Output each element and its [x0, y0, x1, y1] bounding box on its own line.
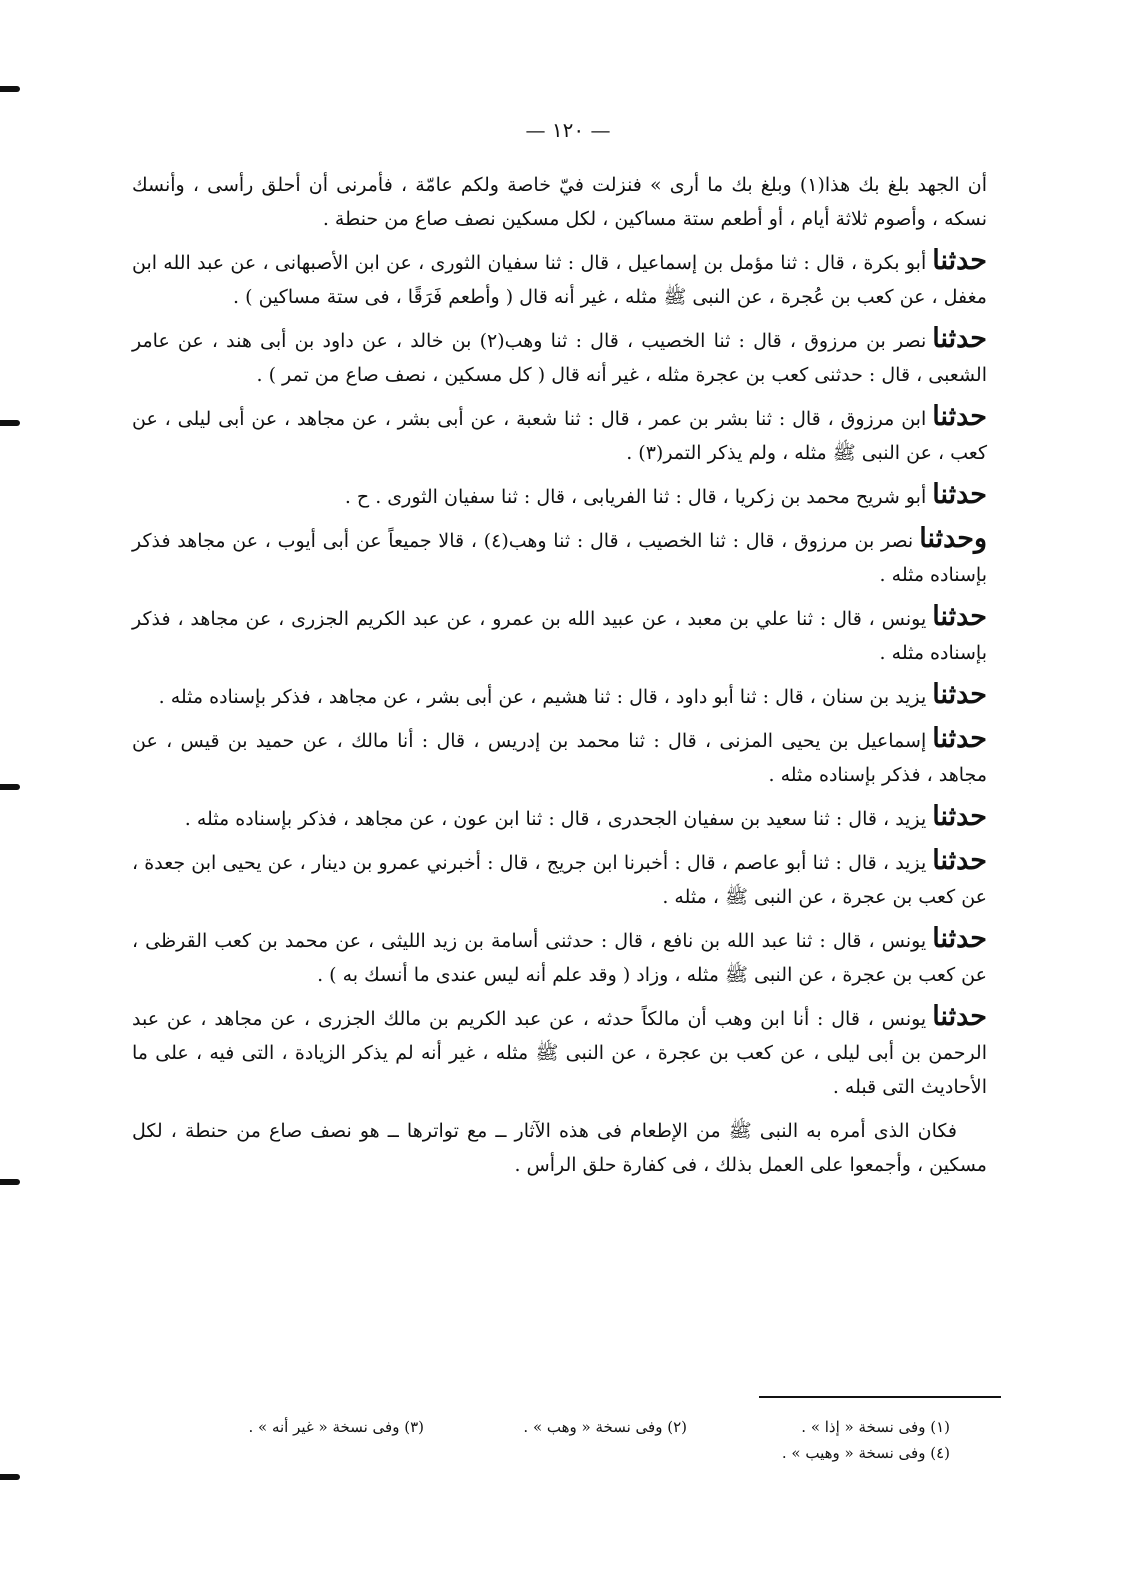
hadith-keyword: حدثنا — [932, 245, 987, 276]
hadith-paragraph — [132, 322, 987, 392]
hadith-text: يونس ، قال : ثنا علي بن معبد ، عن عبيد الله بن عمرو ، عن عبد الكريم الجزرى ، عن مجاهد ، فذكر بإسناده مثله . — [132, 608, 987, 664]
paragraph-text: أن الجهد بلغ بك هذا(١) وبلغ بك ما أرى » فنزلت فيّ خاصة ولكم عامّة ، فأمرنى أن أحلق رأسى ، وأنسك نسكه ، وأصوم ثلاثة أيام ، أو أطعم ستة مساكين ، لكل مسكين نصف صاع من حنطة . — [132, 174, 987, 230]
footnote-row — [160, 1440, 950, 1466]
hadith-text: يزيد ، قال : ثنا سعيد بن سفيان الجحدرى ، قال : ثنا ابن عون ، عن مجاهد ، فذكر بإسناده مثله . — [184, 808, 927, 830]
hadith-text: أبو بكرة ، قال : ثنا مؤمل بن إسماعيل ، قال : ثنا سفيان الثورى ، عن ابن الأصبهانى ، عن عبد الله ابن مغفل ، عن كعب بن عُجرة ، عن النبى ﷺ مثله ، غير أنه قال ( وأطعم فَرَقًا ، فى ستة مساكين ) . — [132, 252, 987, 308]
footnote: (٤) وفى نسخة « وهيب » . — [781, 1444, 950, 1462]
hadith-keyword: حدثنا — [932, 845, 987, 876]
hadith-keyword: حدثنا — [932, 801, 987, 832]
edge-mark — [0, 1474, 20, 1480]
hadith-text: يونس ، قال : ثنا عبد الله بن نافع ، قال : حدثنى أسامة بن زيد الليثى ، عن محمد بن كعب القرظى ، عن كعب بن عجرة ، عن النبى ﷺ مثله ، وزاد ( وقد علم أنه ليس عندى ما أنسك به ) . — [132, 930, 987, 986]
hadith-paragraph — [132, 400, 987, 470]
hadith-keyword: حدثنا — [932, 401, 987, 432]
hadith-keyword: حدثنا — [932, 479, 987, 510]
conclusion-paragraph: فكان الذى أمره به النبى ﷺ من الإطعام فى هذه الآثار ــ مع تواترها ــ هو نصف صاع من حنطة ، لكل مسكين ، وأجمعوا على العمل بذلك ، فى كفارة حلق الرأس . — [132, 1120, 987, 1176]
main-text — [132, 168, 987, 1190]
footnote: (٣) وفى نسخة « غير أنه » . — [248, 1418, 424, 1436]
hadith-paragraph — [132, 722, 987, 792]
page-number: — ١٢٠ — — [525, 118, 611, 142]
footnote: (٢) وفى نسخة « وهب » . — [523, 1418, 687, 1436]
hadith-text: نصر بن مرزوق ، قال : ثنا الخصيب ، قال : ثنا وهب(٢) بن خالد ، عن داود بن أبى هند ، عن عامر الشعبى ، قال : حدثنى كعب بن عجرة مثله ، غير أنه قال ( كل مسكين ، نصف صاع من تمر ) . — [132, 330, 987, 386]
paragraph — [132, 168, 987, 236]
hadith-text: إسماعيل بن يحيى المزنى ، قال : ثنا محمد بن إدريس ، قال : أنا مالك ، عن حميد بن قيس ، عن مجاهد ، فذكر بإسناده مثله . — [132, 730, 987, 786]
footnote-row — [160, 1414, 950, 1440]
hadith-paragraph — [132, 600, 987, 670]
hadith-paragraph — [132, 844, 987, 914]
hadith-paragraph — [132, 478, 987, 514]
hadith-keyword: حدثنا — [932, 1001, 987, 1032]
hadith-text: يزيد ، قال : ثنا أبو عاصم ، قال : أخبرنا ابن جريج ، قال : أخبرني عمرو بن دينار ، عن يحيى ابن جعدة ، عن كعب بن عجرة ، عن النبى ﷺ ، مثله . — [132, 852, 987, 908]
footnotes — [160, 1414, 950, 1466]
hadith-paragraph — [132, 922, 987, 992]
hadith-paragraph — [132, 244, 987, 314]
edge-mark — [0, 86, 20, 92]
hadith-text: يزيد بن سنان ، قال : ثنا أبو داود ، قال : ثنا هشيم ، عن أبى بشر ، عن مجاهد ، فذكر بإسناده مثله . — [158, 686, 927, 708]
hadith-keyword: حدثنا — [932, 923, 987, 954]
hadith-keyword: وحدثنا — [919, 523, 988, 554]
hadith-paragraph — [132, 800, 987, 836]
edge-mark — [0, 420, 20, 426]
hadith-keyword: حدثنا — [932, 723, 988, 754]
hadith-text: أبو شريح محمد بن زكريا ، قال : ثنا الفريابى ، قال : ثنا سفيان الثورى . ح . — [344, 486, 927, 508]
hadith-text: ابن مرزوق ، قال : ثنا بشر بن عمر ، قال : ثنا شعبة ، عن أبى بشر ، عن مجاهد ، عن أبى ليلى ، عن كعب ، عن النبى ﷺ مثله ، ولم يذكر التمر(٣) . — [132, 408, 987, 464]
hadith-keyword: حدثنا — [932, 323, 988, 354]
hadith-text: نصر بن مرزوق ، قال : ثنا الخصيب ، قال : ثنا وهب(٤) ، قالا جميعاً عن أبى أيوب ، عن مجاهد فذكر بإسناده مثله . — [132, 530, 987, 586]
hadith-paragraph — [132, 1000, 987, 1104]
footnote-divider — [759, 1396, 1001, 1398]
hadith-keyword: حدثنا — [932, 679, 987, 710]
hadith-text: يونس ، قال : أنا ابن وهب أن مالكاً حدثه ، عن عبد الكريم بن مالك الجزرى ، عن مجاهد ، عن عبد الرحمن بن أبى ليلى ، عن كعب بن عجرة ، عن النبى ﷺ مثله ، غير أنه لم يذكر الزيادة ، التى فيه ، على ما الأحاديث التى قبله . — [132, 1008, 987, 1098]
edge-mark — [0, 784, 20, 790]
footnote: (١) وفى نسخة « إذا » . — [801, 1418, 950, 1436]
hadith-paragraph — [132, 678, 987, 714]
hadith-paragraph — [132, 522, 987, 592]
edge-mark — [0, 1179, 20, 1185]
hadith-keyword: حدثنا — [932, 601, 987, 632]
